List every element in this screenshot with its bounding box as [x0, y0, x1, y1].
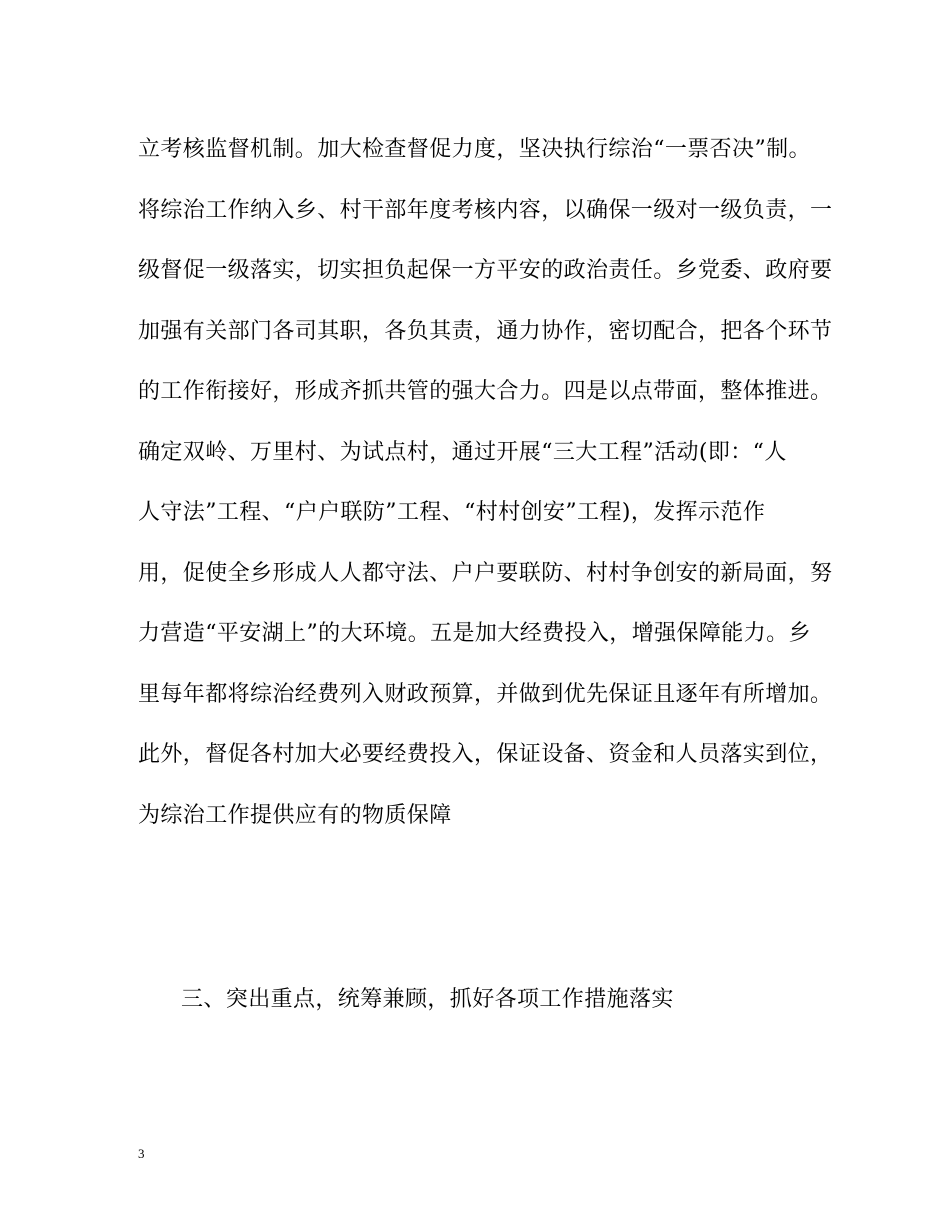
body-paragraph [138, 120, 833, 846]
paragraph-line: 级督促一级落实，切实担负起保一方平安的政治责任。乡党委、政府要 [138, 258, 833, 283]
paragraph-line: 确定双岭、万里村、为试点村，通过开展“三大工程”活动(即：“人 [138, 439, 787, 465]
paragraph-line: 用，促使全乡形成人人都守法、户户要联防、村村争创安的新局面，努 [138, 560, 833, 586]
paragraph-line: 里每年都将综治经费列入财政预算，并做到优先保证且逐年有所增加。 [138, 681, 833, 707]
section-heading: 三、突出重点，统筹兼顾，抓好各项工作措施落实 [181, 987, 674, 1012]
paragraph-line: 人守法”工程、“户户联防”工程、“村村创安”工程)，发挥示范作 [138, 500, 766, 525]
paragraph-line: 将综治工作纳入乡、村干部年度考核内容，以确保一级对一级负责，一 [138, 197, 833, 223]
paragraph-line: 加强有关部门各司其职，各负其责，通力协作，密切配合，把各个环节 [138, 318, 833, 344]
page-number: 3 [138, 1146, 145, 1161]
paragraph-line: 立考核监督机制。加大检查督促力度，坚决执行综治“一票否决”制。 [138, 137, 811, 162]
paragraph-line: 为综治工作提供应有的物质保障 [138, 802, 452, 828]
paragraph-line: 力营造“平安湖上”的大环境。五是加大经费投入，增强保障能力。乡 [138, 621, 811, 646]
paragraph-line: 此外，督促各村加大必要经费投入，保证设备、资金和人员落实到位， [138, 742, 833, 767]
paragraph-line: 的工作衔接好，形成齐抓共管的强大合力。四是以点带面，整体推进。 [138, 379, 833, 404]
